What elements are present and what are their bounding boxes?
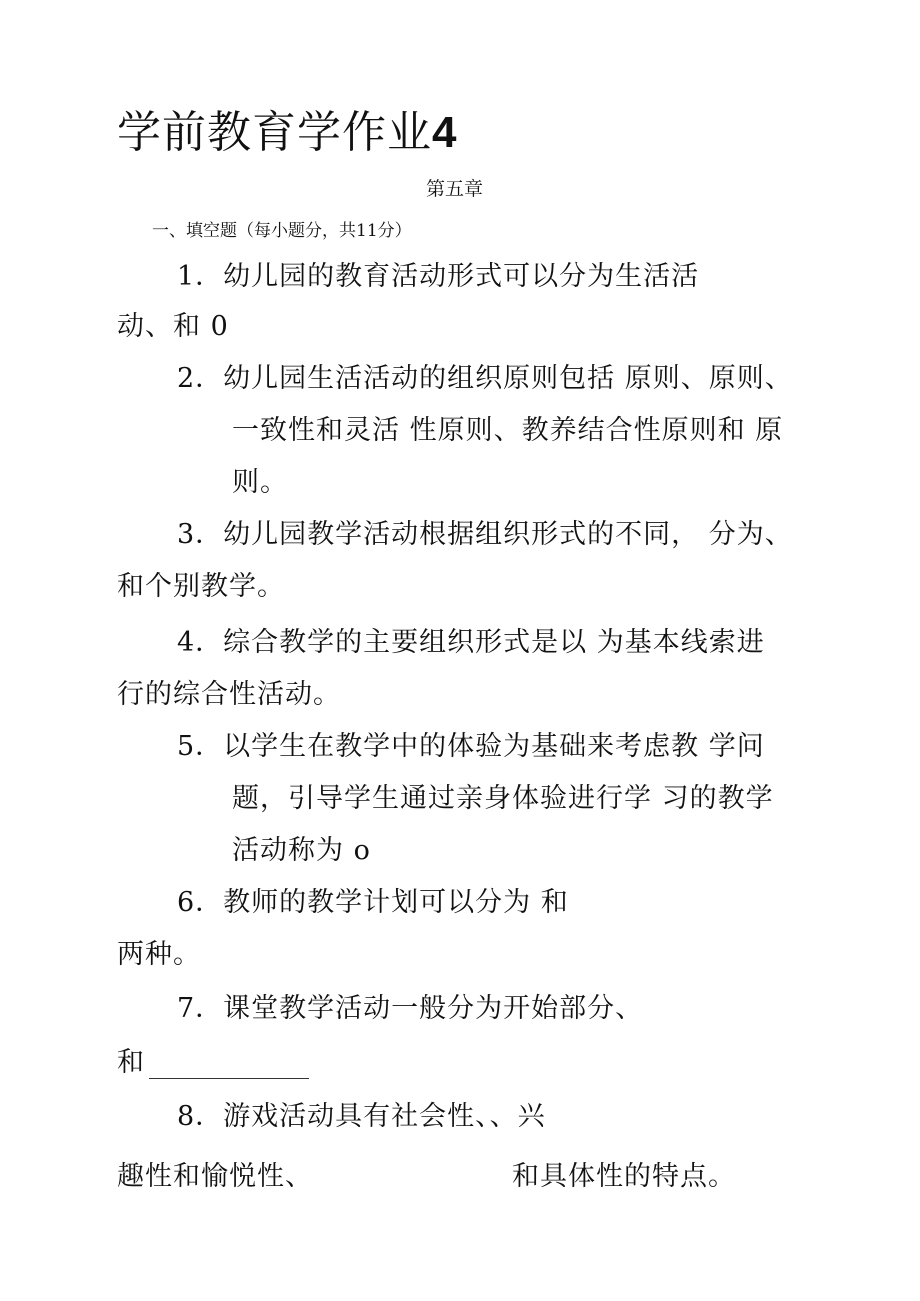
- question-4-line-2: 行的综合性活动。: [117, 679, 341, 710]
- question-8-line-2a: 趣性和愉悦性、: [117, 1161, 313, 1192]
- question-7-line-1: 7．课堂教学活动一般分为开始部分、: [177, 993, 644, 1024]
- document-title: [117, 96, 457, 160]
- title-text: 学前教育学作业: [117, 107, 432, 158]
- question-5-line-2: 题，引导学生通过亲身体验进行学 习的教学: [232, 783, 774, 814]
- question-8-line-1: 8．游戏活动具有社会性、、兴: [177, 1101, 546, 1132]
- question-7-line-2: [117, 1040, 309, 1079]
- question-1-line-2: 动、和 0: [117, 311, 229, 342]
- question-2-line-1: 2．幼儿园生活活动的组织原则包括 原则、原则、: [177, 363, 793, 394]
- question-2-line-2: 一致性和灵活 性原则、教养结合性原则和 原: [232, 415, 784, 446]
- section-heading: 一、填空题（每小题分，共11分）: [152, 221, 412, 241]
- question-5-line-1: 5．以学生在教学中的体验为基础来考虑教 学问: [177, 731, 765, 762]
- answer-blank: [149, 1052, 309, 1079]
- question-6-line-1: 6．教师的教学计划可以分为 和: [177, 887, 569, 918]
- question-4-line-1: 4．综合教学的主要组织形式是以 为基本线索进: [177, 627, 765, 658]
- chapter-heading: 第五章: [426, 178, 484, 200]
- title-number: 4: [432, 108, 458, 157]
- question-3-line-2: 和个别教学。: [117, 571, 285, 602]
- question-3-line-1: 3．幼儿园教学活动根据组织形式的不同， 分为、: [177, 519, 793, 550]
- question-6-line-2: 两种。: [117, 939, 201, 970]
- question-7-line-2-text: 和: [117, 1047, 145, 1078]
- question-2-line-3: 则。: [232, 467, 288, 498]
- question-5-line-3: 活动称为 o: [232, 835, 371, 866]
- question-8-line-2b: 和具体性的特点。: [512, 1161, 736, 1192]
- question-1-line-1: 1．幼儿园的教育活动形式可以分为生活活: [177, 261, 700, 292]
